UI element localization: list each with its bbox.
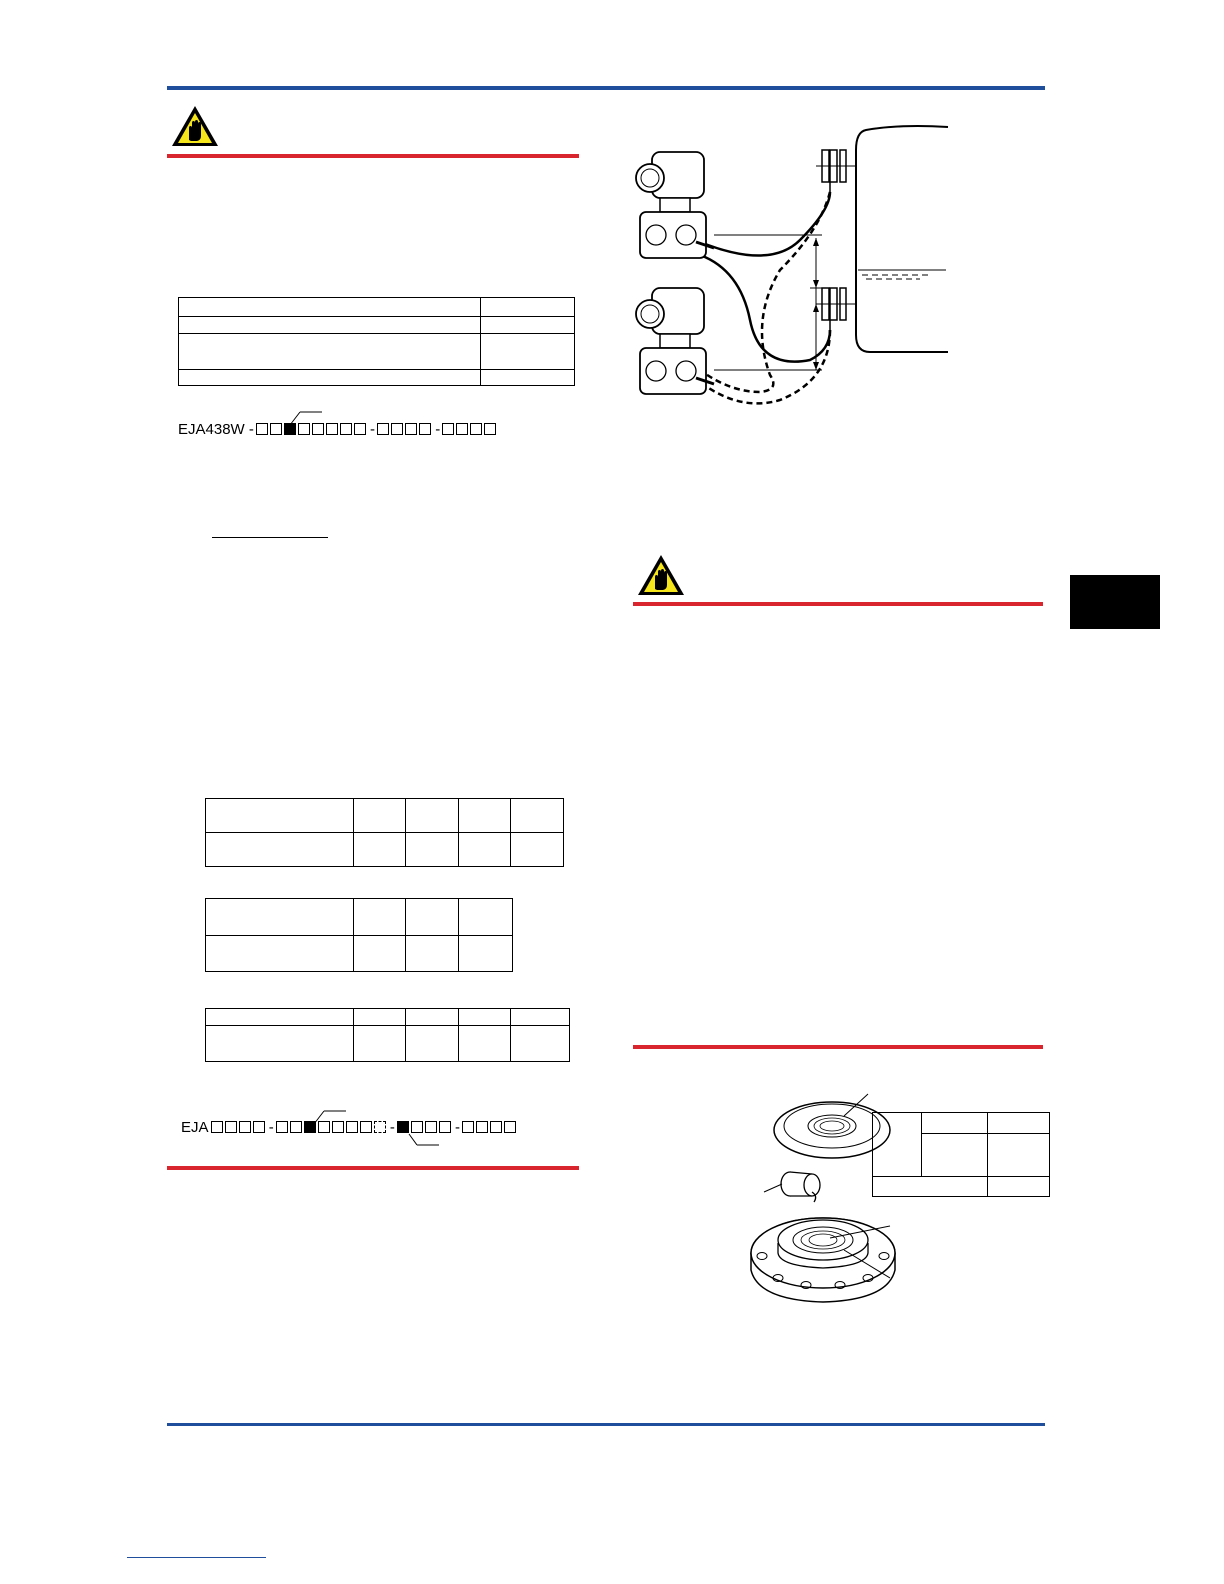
chapter-tab xyxy=(1070,575,1160,629)
table-5 xyxy=(872,1112,1050,1197)
transmitter-installation-diagram xyxy=(630,120,960,420)
model-code-a-prefix: EJA438W xyxy=(178,421,245,438)
underline-rule xyxy=(212,537,328,538)
footer-link-underline[interactable] xyxy=(127,1557,266,1558)
table-1 xyxy=(178,297,575,386)
hand-caution-icon xyxy=(170,104,220,148)
hand-caution-icon-right xyxy=(636,553,686,597)
model-code-b-prefix: EJA xyxy=(181,1119,209,1136)
section-rule-right xyxy=(633,1045,1043,1049)
footer-rule xyxy=(167,1423,1045,1426)
model-code-a: EJA438W - - - xyxy=(178,421,496,438)
important-rule-right xyxy=(633,602,1043,606)
header-rule xyxy=(167,86,1045,90)
code-b-pointer-bottom xyxy=(405,1133,441,1149)
model-code-b: EJA - - - xyxy=(181,1119,516,1136)
section-rule-left xyxy=(167,1166,579,1170)
table-2 xyxy=(205,798,564,867)
important-rule-left xyxy=(167,154,579,158)
table-4 xyxy=(205,1008,570,1062)
table-3 xyxy=(205,898,513,972)
